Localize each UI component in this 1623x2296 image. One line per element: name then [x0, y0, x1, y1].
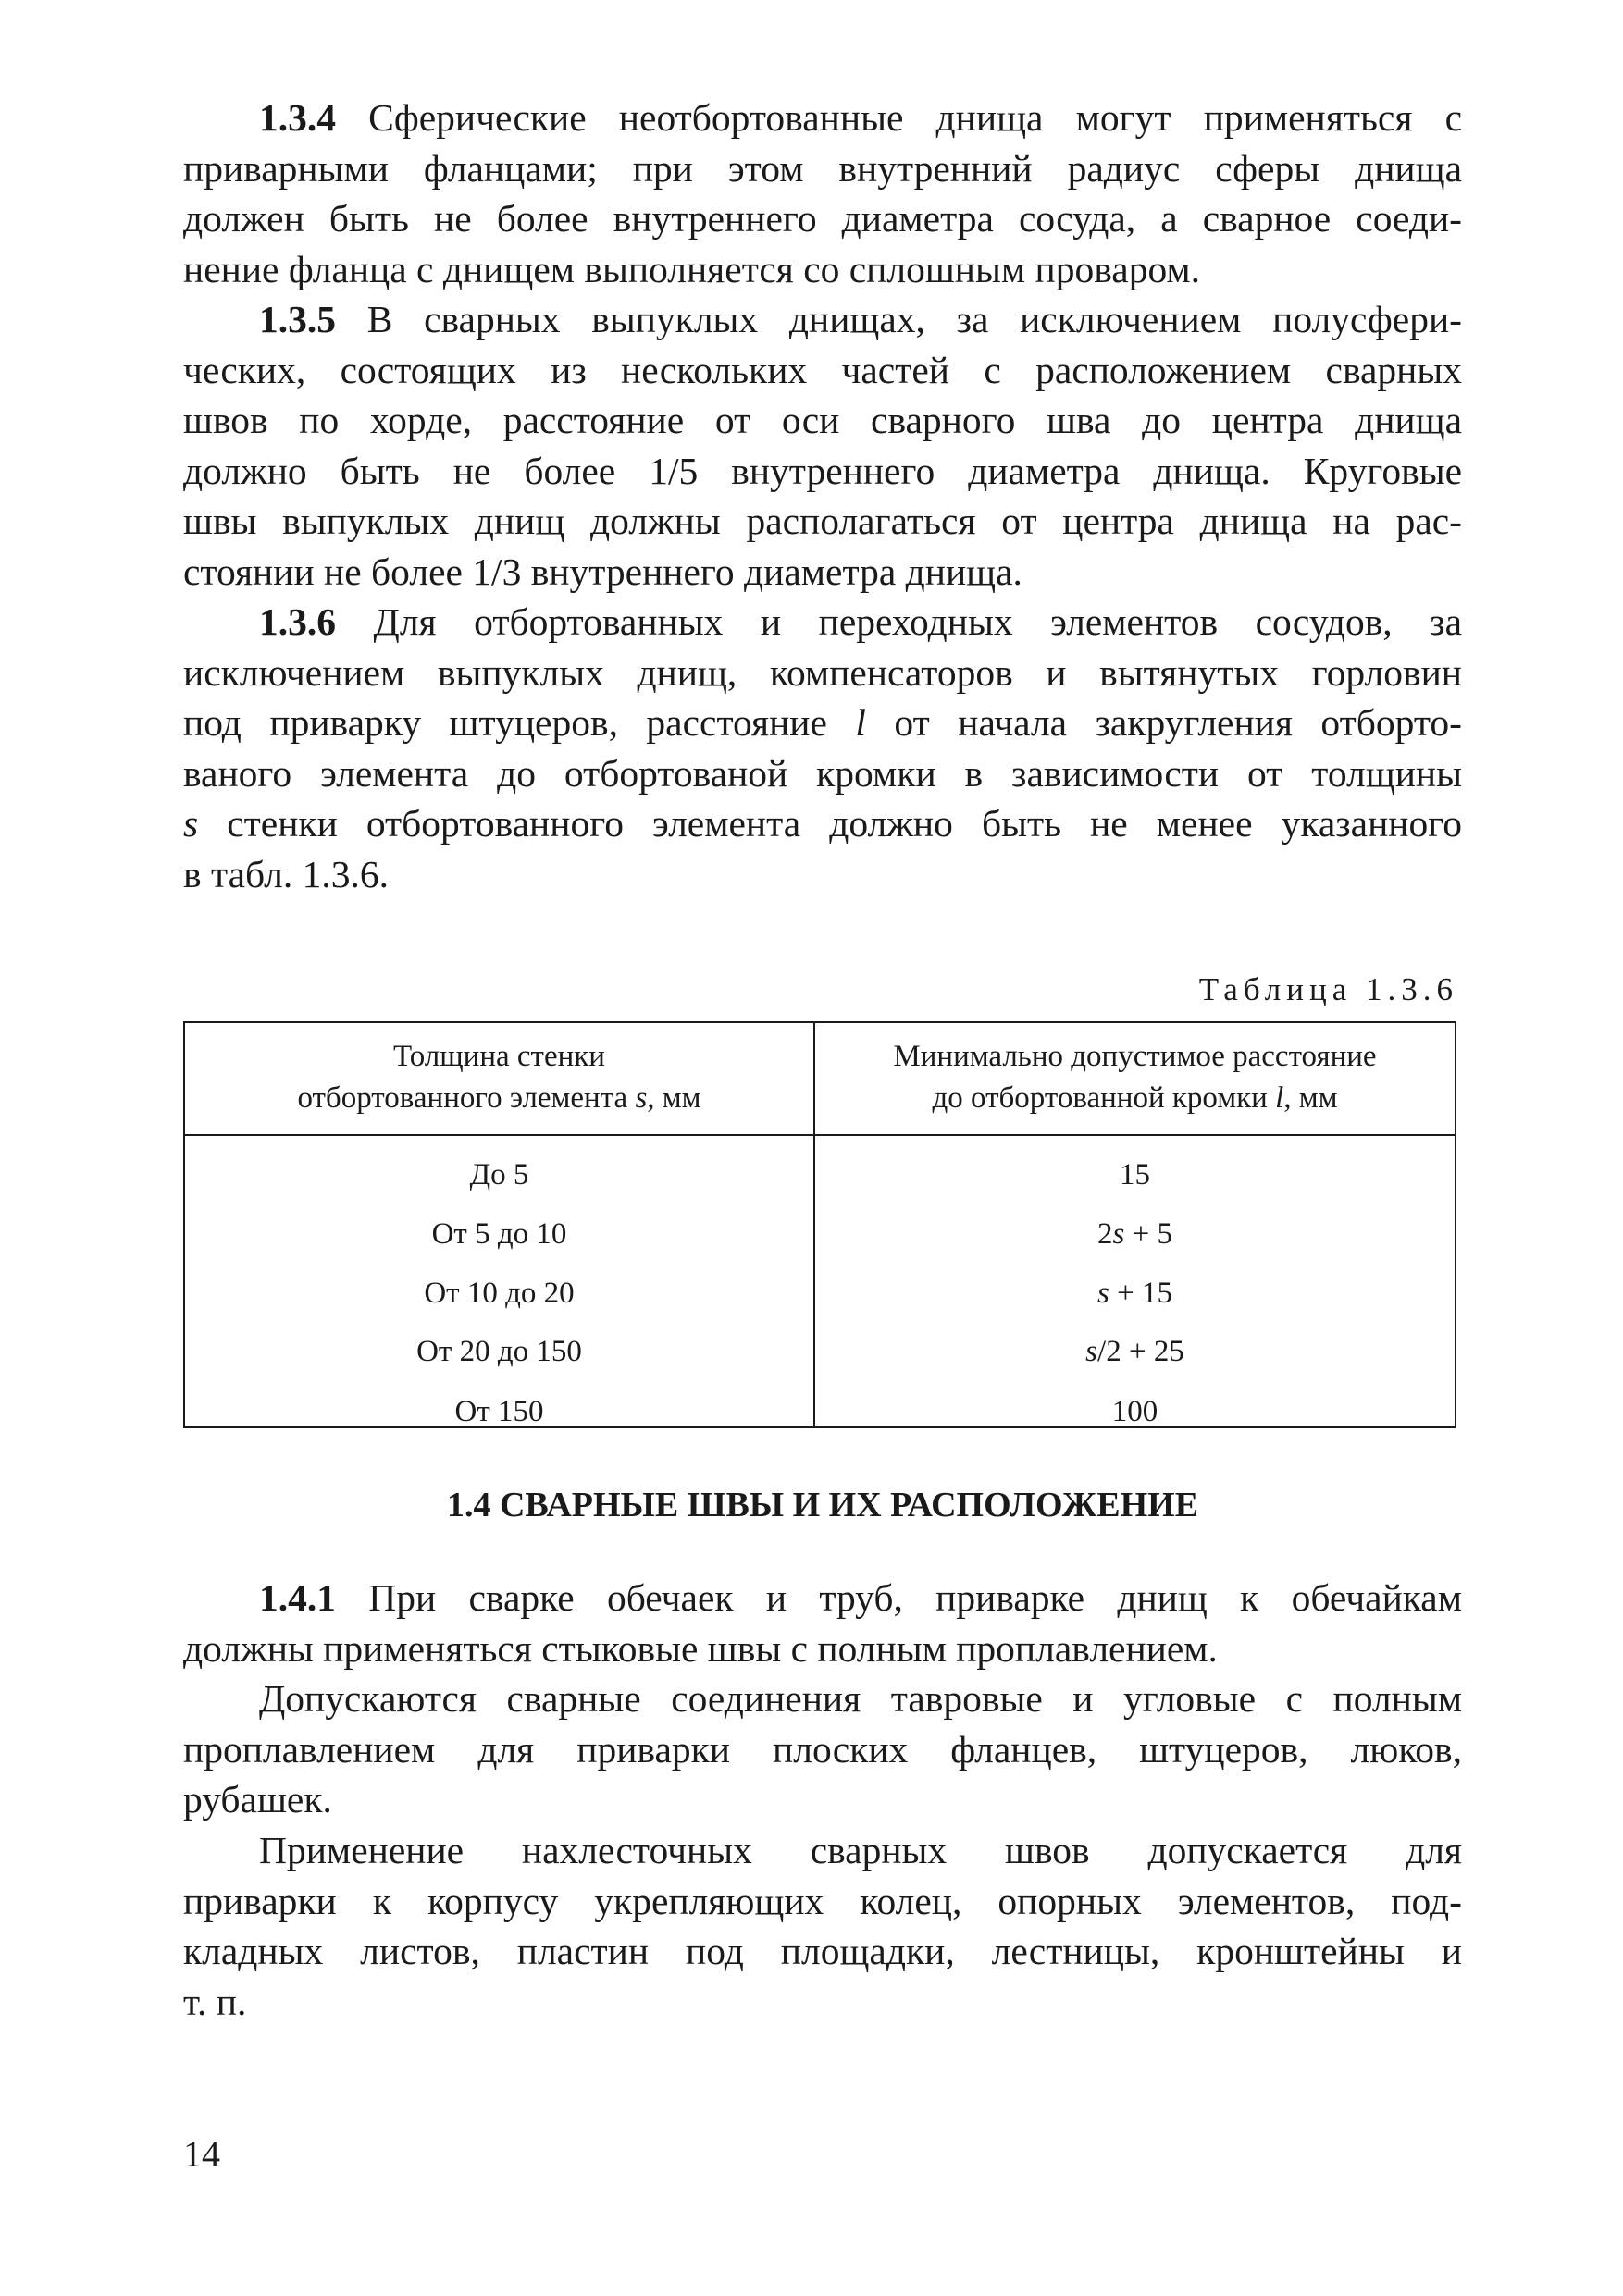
text-line: В сварных выпуклых днищах, за исключением полусфери- — [336, 298, 1462, 340]
paragraph-1-3-4 — [183, 93, 1462, 294]
clause-number: 1.4.1 — [259, 1576, 336, 1619]
table-cell-thickness: От 5 до 10 — [431, 1217, 567, 1251]
table-cell-thickness: До 5 — [469, 1158, 529, 1191]
text-line: под приварку штуцеров, расстояние l от начала закругления отборто- — [183, 701, 1463, 744]
text-line: нение фланца с днищем выполняется со сплошным проваром. — [183, 247, 1201, 290]
column-header-distance: Минимально допустимое расстояние до отбортованной кромки l, мм — [893, 1040, 1377, 1115]
variable-l: l — [855, 701, 866, 744]
text-line: рубашек. — [183, 1778, 332, 1821]
text-line: проплавлением для приварки плоских фланцев, штуцеров, люков, — [183, 1727, 1462, 1771]
text-line: Допускаются сварные соединения тавровые и угловые с полным — [259, 1677, 1462, 1720]
text-line: При сварке обечаек и труб, приварке днищ к обечайкам — [336, 1576, 1462, 1619]
text-line: исключением выпуклых днищ, компенсаторов и вытянутых горловин — [183, 650, 1462, 694]
column-header-thickness: Толщина стенки отбортованного элемента s, мм — [297, 1040, 701, 1115]
text-line: должен быть не более внутреннего диаметра сосуда, а сварное соеди- — [183, 197, 1462, 240]
text-line: кладных листов, пластин под площадки, лестницы, кронштейны и — [183, 1930, 1462, 1972]
text-line: должны применяться стыковые швы с полным проплавлением. — [183, 1626, 1218, 1670]
text-line: т. п. — [183, 1980, 247, 2023]
text-line: Применение нахлесточных сварных швов допускается для — [259, 1829, 1462, 1871]
table-cell-thickness: От 150 — [454, 1395, 544, 1428]
text-line: должно быть не более 1/5 внутреннего диаметра днища. Круговые — [183, 449, 1462, 492]
text-line: в табл. 1.3.6. — [183, 852, 389, 895]
paragraph-1-4-1 — [183, 1573, 1462, 1673]
text-line: s стенки отбортованного элемента должно быть не менее указанного — [183, 802, 1462, 845]
text-line: ваного элемента до отбортованой кромки в зависимости от толщины — [183, 751, 1462, 795]
clause-number: 1.3.4 — [259, 96, 336, 139]
text-line: стоянии не более 1/3 внутреннего диаметра днища. — [183, 549, 1022, 593]
table-cell-thickness: От 20 до 150 — [416, 1335, 582, 1368]
table-caption: Таблица 1.3.6 — [1198, 971, 1458, 1007]
variable-s: s — [183, 802, 199, 845]
text-line: швы выпуклых днищ должны располагаться от центра днища на рас- — [183, 500, 1462, 542]
text-line: ческих, состоящих из нескольких частей с расположением сварных — [183, 348, 1462, 391]
table-cell-distance: 100 — [1111, 1395, 1158, 1428]
page-number: 14 — [183, 2133, 220, 2175]
text-line: Сферические неотбортованные днища могут применяться с — [336, 96, 1462, 139]
text-line: швов по хорде, расстояние от оси сварного шва до центра днища — [183, 399, 1462, 441]
table-cell-thickness: От 10 до 20 — [424, 1277, 575, 1310]
paragraph-lap-joints — [183, 1825, 1462, 2027]
paragraph-1-3-6 — [183, 597, 1462, 899]
table-cell-distance: s/2 + 25 — [1085, 1335, 1184, 1368]
text-line: приварными фланцами; при этом внутренний радиус сферы днища — [183, 146, 1462, 190]
section-heading: 1.4 СВАРНЫЕ ШВЫ И ИХ РАСПОЛОЖЕНИЕ — [446, 1486, 1199, 1524]
text-line: приварки к корпусу укрепляющих колец, опорных элементов, под- — [183, 1879, 1462, 1922]
table-cell-distance: s + 15 — [1097, 1277, 1172, 1310]
clause-number: 1.3.5 — [259, 298, 336, 340]
paragraph-1-3-5 — [183, 294, 1462, 597]
table-cell-distance: 15 — [1120, 1158, 1150, 1191]
data-table — [183, 1021, 1456, 1428]
table-cell-distance: 2s + 5 — [1097, 1217, 1172, 1251]
header-divider — [185, 1134, 1455, 1136]
text-line: Для отбортованных и переходных элементов сосудов, за — [336, 600, 1462, 643]
clause-number: 1.3.6 — [259, 600, 336, 643]
paragraph-tee-joints — [183, 1673, 1462, 1825]
